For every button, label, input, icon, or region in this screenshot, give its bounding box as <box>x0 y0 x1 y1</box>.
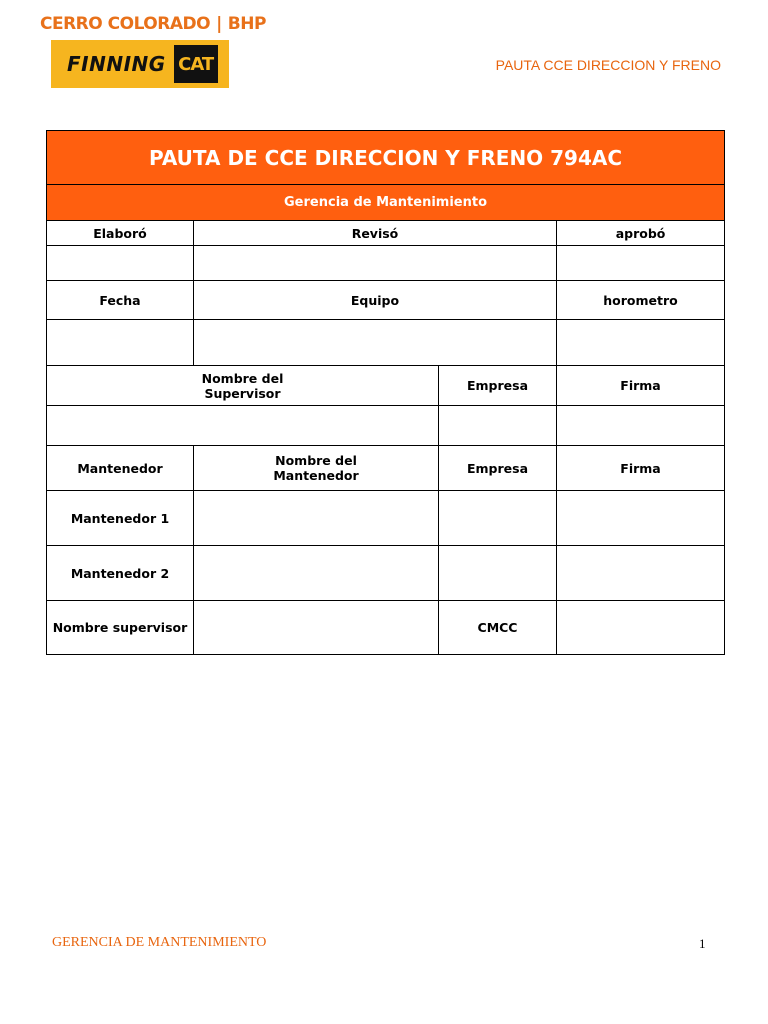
field-reviso[interactable] <box>194 246 557 281</box>
label-firma-supervisor: Firma <box>557 366 725 406</box>
cat-logo: CAT <box>174 45 218 83</box>
finning-logo-text: FINNING <box>67 52 166 76</box>
header-document-title: PAUTA CCE DIRECCION Y FRENO <box>495 57 721 73</box>
footer-department: GERENCIA DE MANTENIMIENTO <box>52 935 267 950</box>
form-title: PAUTA DE CCE DIRECCION Y FRENO 794AC <box>47 131 725 185</box>
label-reviso: Revisó <box>194 221 557 246</box>
form-subtitle: Gerencia de Mantenimiento <box>47 185 725 221</box>
field-nombre-mantenedor-2[interactable] <box>194 546 439 601</box>
label-nombre-supervisor <box>47 366 439 406</box>
brand-left: CERRO COLORADO <box>40 14 211 34</box>
field-horometro[interactable] <box>557 320 725 366</box>
brand-cerro-colorado-bhp <box>40 14 266 34</box>
label-firma-mantenedor: Firma <box>557 446 725 491</box>
brand-separator: | <box>216 14 222 34</box>
label-elaboro: Elaboró <box>47 221 194 246</box>
label-cmcc: CMCC <box>439 601 557 655</box>
label-aprobo: aprobó <box>557 221 725 246</box>
label-nombre-supervisor-final: Nombre supervisor <box>47 601 194 655</box>
label-mantenedor-1: Mantenedor 1 <box>47 491 194 546</box>
label-mantenedor-2: Mantenedor 2 <box>47 546 194 601</box>
field-empresa-mantenedor-1[interactable] <box>439 491 557 546</box>
field-empresa-mantenedor-2[interactable] <box>439 546 557 601</box>
label-empresa-supervisor: Empresa <box>439 366 557 406</box>
field-empresa-supervisor[interactable] <box>439 406 557 446</box>
field-fecha[interactable] <box>47 320 194 366</box>
finning-cat-logo <box>51 40 229 88</box>
label-fecha: Fecha <box>47 281 194 320</box>
field-nombre-mantenedor-1[interactable] <box>194 491 439 546</box>
brand-right: BHP <box>227 14 266 34</box>
label-nombre-mantenedor <box>194 446 439 491</box>
inspection-form-table <box>46 130 725 655</box>
field-nombre-supervisor[interactable] <box>47 406 439 446</box>
field-cmcc[interactable] <box>557 601 725 655</box>
field-firma-mantenedor-1[interactable] <box>557 491 725 546</box>
label-nombre-mantenedor-text: Nombre del Mantenedor <box>273 453 359 483</box>
label-horometro: horometro <box>557 281 725 320</box>
field-firma-mantenedor-2[interactable] <box>557 546 725 601</box>
field-equipo[interactable] <box>194 320 557 366</box>
page-number: 1 <box>699 936 706 951</box>
field-aprobo[interactable] <box>557 246 725 281</box>
field-nombre-supervisor-final[interactable] <box>194 601 439 655</box>
label-nombre-supervisor-text: Nombre del Supervisor <box>201 370 284 401</box>
label-equipo: Equipo <box>194 281 557 320</box>
label-empresa-mantenedor: Empresa <box>439 446 557 491</box>
field-firma-supervisor[interactable] <box>557 406 725 446</box>
label-mantenedor: Mantenedor <box>47 446 194 491</box>
field-elaboro[interactable] <box>47 246 194 281</box>
